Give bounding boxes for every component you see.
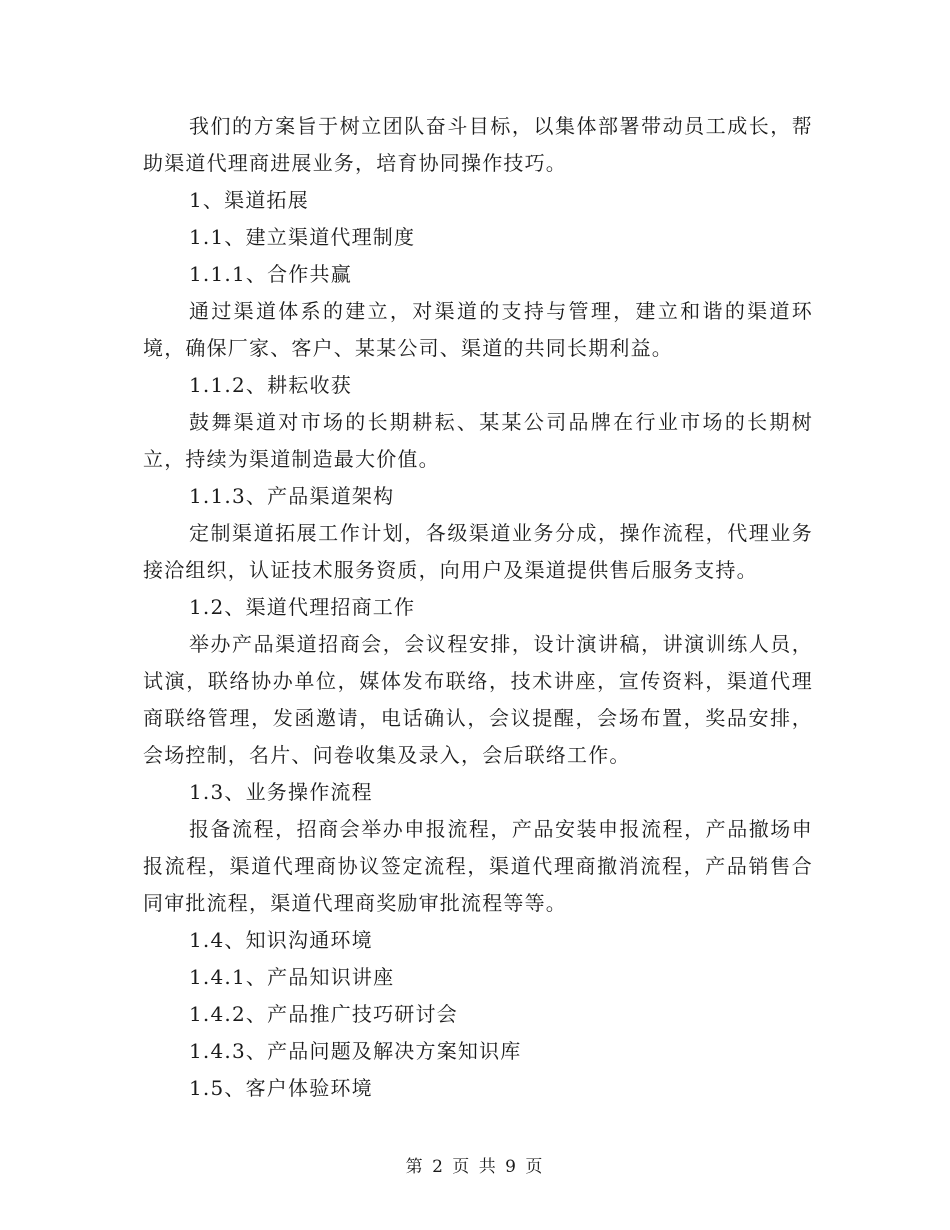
paragraph-1-1-3: 定制渠道拓展工作计划，各级渠道业务分成，操作流程，代理业务接洽组织，认证技术服务资质，向用户及渠道提供售后服务支持。 bbox=[143, 521, 813, 582]
heading-1-4-2: 1.4.2、产品推广技巧研讨会 bbox=[189, 1002, 458, 1026]
intro-paragraph: 我们的方案旨于树立团队奋斗目标，以集体部署带动员工成长，帮助渠道代理商进展业务，培育协同操作技巧。 bbox=[143, 114, 813, 175]
paragraph-1-1-1: 通过渠道体系的建立，对渠道的支持与管理，建立和谐的渠道环境，确保厂家、客户、某某公司、渠道的共同长期利益。 bbox=[143, 299, 813, 360]
heading-1-4-3: 1.4.3、产品问题及解决方案知识库 bbox=[189, 1039, 522, 1063]
heading-1-5: 1.5、客户体验环境 bbox=[189, 1076, 373, 1100]
heading-1-2: 1.2、渠道代理招商工作 bbox=[189, 595, 416, 619]
heading-1: 1、渠道拓展 bbox=[189, 188, 309, 212]
heading-1-1-2: 1.1.2、耕耘收获 bbox=[189, 373, 352, 397]
heading-1-4: 1.4、知识沟通环境 bbox=[189, 928, 373, 952]
paragraph-1-2: 举办产品渠道招商会，会议程安排，设计演讲稿，讲演训练人员，试演，联络协办单位，媒体发布联络，技术讲座，宣传资料，渠道代理商联络管理，发函邀请，电话确认，会议提醒，会场布置，奖品安排，会场控制，名片、问卷收集及录入，会后联络工作。 bbox=[143, 632, 813, 767]
document-body bbox=[143, 108, 813, 1107]
page-number-footer: 第 2 页 共 9 页 bbox=[405, 1157, 545, 1177]
paragraph-1-1-2: 鼓舞渠道对市场的长期耕耘、某某公司品牌在行业市场的长期树立，持续为渠道制造最大价值。 bbox=[143, 410, 813, 471]
paragraph-1-3: 报备流程，招商会举办申报流程，产品安装申报流程，产品撤场申报流程，渠道代理商协议签定流程，渠道代理商撤消流程，产品销售合同审批流程，渠道代理商奖励审批流程等等。 bbox=[143, 817, 813, 915]
heading-1-1: 1.1、建立渠道代理制度 bbox=[189, 225, 416, 249]
heading-1-1-3: 1.1.3、产品渠道架构 bbox=[189, 484, 395, 508]
heading-1-3: 1.3、业务操作流程 bbox=[189, 780, 373, 804]
heading-1-4-1: 1.4.1、产品知识讲座 bbox=[189, 965, 395, 989]
heading-1-1-1: 1.1.1、合作共赢 bbox=[189, 262, 352, 286]
